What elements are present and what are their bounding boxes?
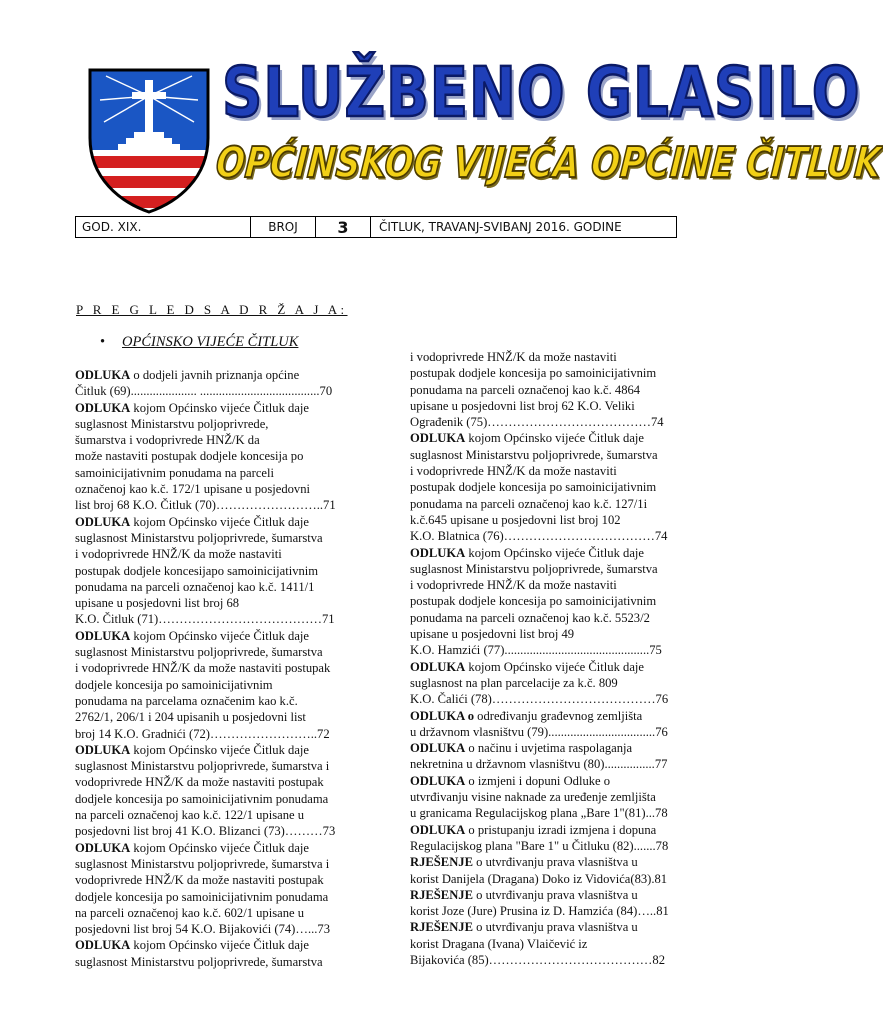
toc-entry-line: i vodoprivrede HNŽ/K da može nastaviti — [75, 547, 282, 562]
section-label: OPĆINSKO VIJEĆE ČITLUK — [122, 334, 299, 350]
toc-entry-line: RJEŠENJE o utvrđivanju prava vlasništva u — [410, 920, 638, 935]
toc-entry-line: suglasnost Ministarstvu poljoprivrede, šumarstva i — [75, 856, 330, 871]
toc-entry — [75, 840, 375, 938]
toc-entry-line: postupak dodjele koncesija po samoinicijativnim — [410, 480, 657, 495]
toc-entry-line: ODLUKA kojom Općinsko vijeće Čitluk daje — [410, 431, 645, 446]
toc-entry-line: može nastaviti postupak dodjele koncesija po — [75, 449, 304, 464]
toc-entry — [410, 919, 710, 968]
toc-entry-line: nekretnina u državnom vlasništvu (80)................77 — [410, 757, 668, 772]
toc-entry-line: označenoj kao k.č. 172/1 upisane u posjedovni — [75, 482, 311, 497]
toc-entry-line: ODLUKA kojom Općinsko vijeće Čitluk daje — [75, 840, 310, 855]
toc-entry-line: suglasnost na plan parcelacije za k.č. 809 — [410, 675, 618, 690]
toc-entry — [75, 937, 375, 970]
toc-entry-line: K.O. Čalići (78)…………………………………76 — [410, 692, 669, 707]
toc-entry — [410, 740, 710, 773]
toc-entry-line: samoinicijativnim ponudama na parceli — [75, 465, 274, 480]
toc-entry-line: suglasnost Ministarstvu poljoprivrede, šumarstva — [410, 561, 658, 576]
toc-entry-line: list broj 68 K.O. Čitluk (70)……………………..71 — [75, 498, 336, 513]
toc-entry-line: 2762/1, 206/1 i 204 upisanih u posjedovni list — [75, 710, 306, 725]
toc-entry-line: ponudama na parceli označenoj kao k.č. 4864 — [410, 382, 641, 397]
toc-entry-line: ODLUKA kojom Općinsko vijeće Čitluk daje — [75, 628, 310, 643]
toc-entry-line: ODLUKA kojom Općinsko vijeće Čitluk daje — [410, 545, 645, 560]
toc-entry-line: ODLUKA o načinu i uvjetima raspolaganja — [410, 741, 633, 756]
toc-entry — [410, 430, 710, 544]
toc-entry-line: korist Dragana (Ivana) Vlaičević iz — [410, 936, 588, 951]
toc-entry-line: upisane u posjedovni list broj 49 — [410, 627, 575, 642]
toc-entry-line: suglasnost Ministarstvu poljoprivrede, šumarstva — [75, 530, 323, 545]
toc-entry-line: u državnom vlasništvu (79)..................................76 — [410, 724, 668, 739]
toc-entry-line: postupak dodjele koncesijapo samoinicijativnim — [75, 563, 319, 578]
toc-entry-line: postupak dodjele koncesija po samoinicijativnim — [410, 594, 657, 609]
toc-entry-line: ponudama na parceli označenoj kao k.č. 127/1i — [410, 496, 648, 511]
toc-entry-line: ODLUKA kojom Općinsko vijeće Čitluk daje — [75, 514, 310, 529]
toc-entry-line: šumarstva i vodoprivrede HNŽ/K da — [75, 433, 260, 448]
toc-entry — [75, 742, 375, 840]
toc-entry-line: ODLUKA kojom Općinsko vijeće Čitluk daje — [75, 742, 310, 757]
toc-entry-line: suglasnost Ministarstvu poljoprivrede, — [75, 416, 269, 431]
toc-entry-line: posjedovni list broj 54 K.O. Bijakovići (74)…...73 — [75, 922, 331, 937]
toc-entry-line: suglasnost Ministarstvu poljoprivrede, šumarstva — [410, 447, 658, 462]
toc-entry-line: ODLUKA o određivanju građevnog zemljišta — [410, 708, 643, 723]
toc-entry-line: K.O. Hamzići (77)..............................................75 — [410, 643, 662, 658]
toc-entry-line: na parceli označenoj kao k.č. 122/1 upisane u — [75, 808, 305, 823]
toc-entry — [410, 659, 710, 708]
toc-entry-line: RJEŠENJE o utvrđivanju prava vlasništva u — [410, 887, 638, 902]
toc-entry-line: k.č.645 upisane u posjedovni list broj 102 — [410, 512, 621, 527]
toc-entry-line: RJEŠENJE o utvrđivanju prava vlasništva u — [410, 855, 638, 870]
toc-entry-line: suglasnost Ministarstvu poljoprivrede, šumarstva i — [75, 759, 330, 774]
toc-left-column — [75, 367, 375, 970]
toc-entry-line: u granicama Regulacijskog plana „Bare 1"(81)...78 — [410, 806, 668, 821]
toc-heading: P R E G L E D S A D R Ž A J A: — [76, 302, 348, 317]
toc-entry-line: dodjele koncesija po samoinicijativnim — [75, 677, 273, 692]
toc-section-title — [100, 334, 298, 351]
masthead-title: SLUŽBENO GLASILO — [222, 53, 861, 134]
issue-number-label: BROJ — [251, 217, 316, 237]
toc-entry-line: i vodoprivrede HNŽ/K da može nastaviti — [410, 578, 617, 593]
toc-entry-line: vodoprivrede HNŽ/K da može nastaviti postupak — [75, 873, 324, 888]
toc-entry-line: upisane u posjedovni list broj 68 — [75, 596, 240, 611]
toc-entry-line: ponudama na parcelama označenim kao k.č. — [75, 693, 298, 708]
issue-year: GOD. XIX. — [76, 217, 251, 237]
toc-entry — [410, 773, 710, 822]
toc-entry-line: ODLUKA kojom Općinsko vijeće Čitluk daje — [75, 400, 310, 415]
coat-of-arms-icon — [86, 66, 212, 214]
toc-entry — [410, 854, 710, 887]
toc-entry-line: Ograđenik (75)…………………………………74 — [410, 415, 664, 430]
toc-entry — [410, 887, 710, 920]
toc-entry-line: suglasnost Ministarstvu poljoprivrede, šumarstva — [75, 645, 323, 660]
toc-entry — [75, 367, 375, 400]
toc-entry-line: K.O. Čitluk (71)…………………………………71 — [75, 612, 335, 627]
toc-entry-line: ponudama na parceli označenoj kao k.č. 5523/2 — [410, 610, 650, 625]
toc-entry-line: K.O. Blatnica (76)………………………………74 — [410, 529, 668, 544]
toc-entry-line: Bijakovića (85)…………………………………82 — [410, 952, 665, 967]
toc-entry — [75, 628, 375, 742]
bullet-icon: • — [100, 334, 106, 350]
issue-place-date: ČITLUK, TRAVANJ-SVIBANJ 2016. GODINE — [379, 220, 622, 234]
toc-entry-line: ODLUKA o dodjeli javnih priznanja općine — [75, 368, 300, 382]
toc-entry-line: korist Joze (Jure) Prusina iz D. Hamzića (84)…..81 — [410, 904, 669, 919]
toc-entry-line: suglasnost Ministarstvu poljoprivrede, šumarstva — [75, 954, 323, 969]
toc-entry — [410, 349, 710, 430]
toc-entry-line: Čitluk (69)..................... ......................................70 — [75, 384, 333, 399]
toc-entry — [410, 708, 710, 741]
issue-number: 3 — [316, 217, 371, 237]
toc-entry-line: broj 14 K.O. Gradnići (72)……………………..72 — [75, 726, 330, 741]
toc-entry-line: upisane u posjedovni list broj 62 K.O. Veliki — [410, 398, 635, 413]
toc-entry — [75, 514, 375, 628]
toc-entry-line: utvrđivanju visine naknade za uređenje zemljišta — [410, 790, 656, 805]
toc-entry-line: ODLUKA kojom Općinsko vijeće Čitluk daje — [75, 938, 310, 953]
toc-entry-line: ODLUKA o izmjeni i dopuni Odluke o — [410, 773, 611, 788]
toc-entry-line: ODLUKA kojom Općinsko vijeće Čitluk daje — [410, 659, 645, 674]
toc-entry-line: i vodoprivrede HNŽ/K da može nastaviti — [410, 350, 617, 364]
issue-info-bar — [75, 216, 677, 238]
toc-entry-line: dodjele koncesija po samoinicijativnim ponudama — [75, 889, 329, 904]
toc-entry — [410, 822, 710, 855]
toc-entry-line: ODLUKA o pristupanju izradi izmjena i dopuna — [410, 822, 657, 837]
toc-entry-line: i vodoprivrede HNŽ/K da može nastaviti postupak — [75, 661, 331, 676]
toc-entry-line: korist Danijela (Dragana) Doko iz Vidovića(83).81 — [410, 871, 668, 886]
toc-entry-line: Regulacijskog plana "Bare 1" u Čitluku (82).......78 — [410, 838, 669, 853]
masthead-subtitle: OPĆINSKOG VIJEĆA OPĆINE ČITLUK — [214, 138, 883, 189]
toc-entry — [75, 400, 375, 514]
toc-entry-line: posjedovni list broj 41 K.O. Blizanci (73)………73 — [75, 824, 336, 839]
toc-entry-line: i vodoprivrede HNŽ/K da može nastaviti — [410, 464, 617, 479]
toc-entry-line: na parceli označenoj kao k.č. 602/1 upisane u — [75, 905, 305, 920]
toc-entry-line: postupak dodjele koncesija po samoinicijativnim — [410, 366, 657, 381]
toc-entry-line: vodoprivrede HNŽ/K da može nastaviti postupak — [75, 775, 324, 790]
toc-entry — [410, 545, 710, 659]
toc-entry-line: ponudama na parceli označenoj kao k.č. 1411/1 — [75, 579, 315, 594]
toc-right-column — [410, 349, 710, 968]
toc-entry-line: dodjele koncesija po samoinicijativnim ponudama — [75, 791, 329, 806]
